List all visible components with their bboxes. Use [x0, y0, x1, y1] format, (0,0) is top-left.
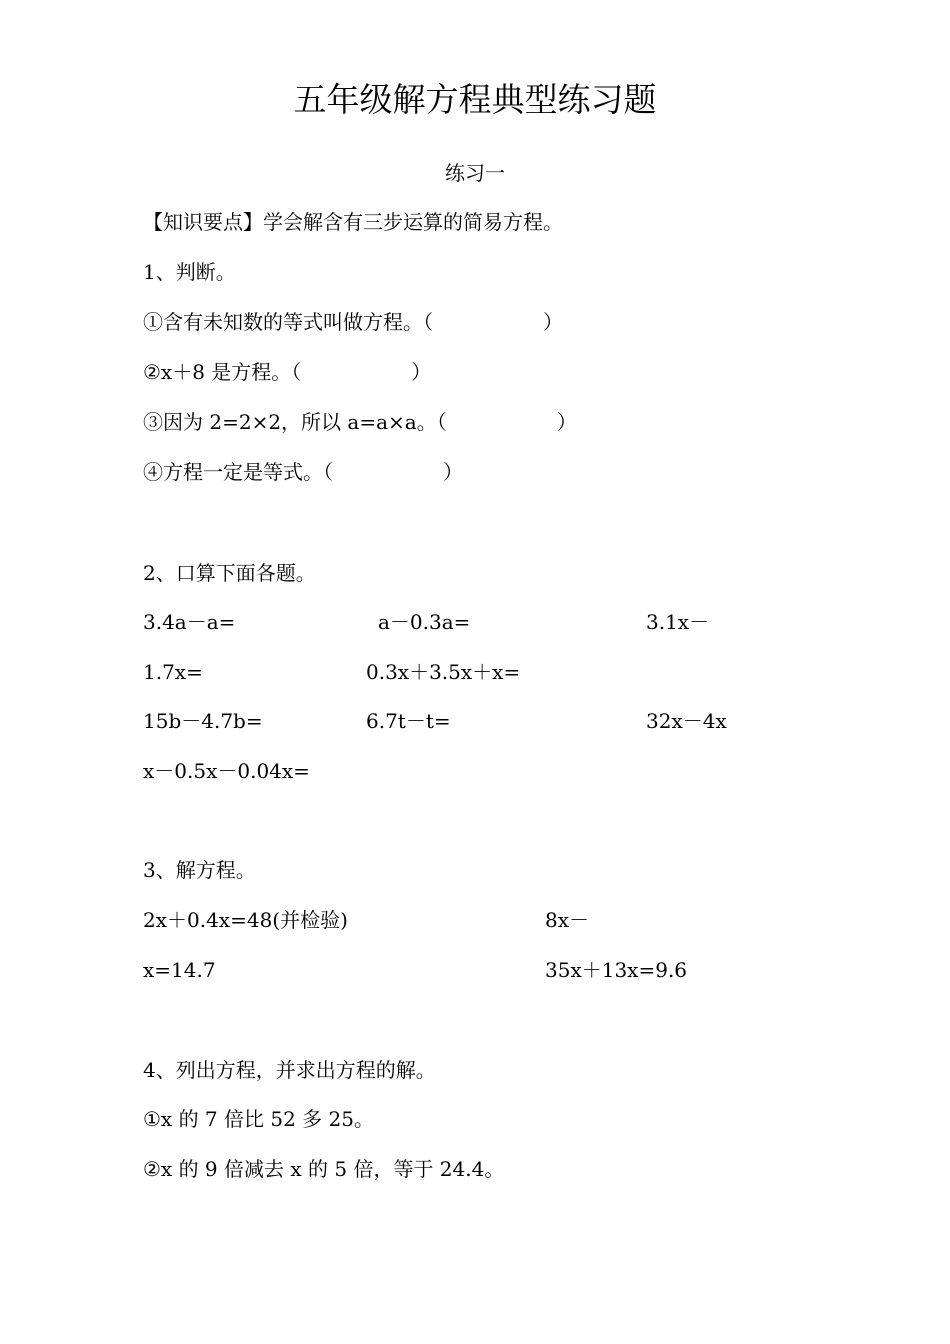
q2-cell: 6.7t－t= [366, 709, 451, 733]
q3-cell: 35x＋13x=9.6 [545, 958, 688, 982]
q1-item-text: ①含有未知数的等式叫做方程。（ [143, 310, 433, 334]
q2-heading: 2、口算下面各题。 [143, 561, 316, 585]
q1-item [143, 407, 577, 437]
q2-cell: 3.4a－a= [143, 610, 236, 634]
q2-cell: 32x－4x [646, 709, 727, 733]
q4-item: ①x 的 7 倍比 52 多 25。 [143, 1107, 374, 1131]
q4-heading: 4、列出方程，并求出方程的解。 [143, 1058, 436, 1082]
q3-cell: 8x－ [545, 908, 590, 932]
q3-heading: 3、解方程。 [143, 858, 256, 882]
q1-item-close: ） [443, 460, 463, 484]
q2-cell: x－0.5x－0.04x= [143, 759, 310, 783]
q2-cell: a－0.3a= [378, 610, 471, 634]
q1-item-text: ④方程一定是等式。（ [143, 460, 333, 484]
q1-item [143, 457, 463, 487]
page-title: 五年级解方程典型练习题 [293, 80, 657, 119]
q1-item-text: ②x＋8 是方程。（ [143, 360, 302, 384]
key-points: 【知识要点】学会解含有三步运算的简易方程。 [143, 210, 563, 234]
q4-item: ②x 的 9 倍减去 x 的 5 倍，等于 24.4。 [143, 1157, 505, 1181]
q3-cell: 2x＋0.4x=48(并检验) [143, 908, 348, 932]
q1-item-close: ） [411, 360, 432, 384]
q1-item-text: ③因为 2=2×2，所以 a=a×a。（ [143, 410, 447, 434]
q1-heading: 1、判断。 [143, 260, 236, 284]
q2-cell: 1.7x= [143, 660, 203, 684]
q1-item [143, 357, 431, 387]
q1-item [143, 307, 563, 337]
q2-cell: 15b－4.7b= [143, 709, 263, 733]
q2-cell: 3.1x－ [646, 610, 710, 634]
exercise-subtitle: 练习一 [445, 161, 505, 185]
q2-cell: 0.3x＋3.5x＋x= [366, 660, 521, 684]
q3-cell: x=14.7 [143, 958, 216, 982]
q1-item-close: ） [543, 310, 563, 334]
q1-item-close: ） [556, 410, 577, 434]
